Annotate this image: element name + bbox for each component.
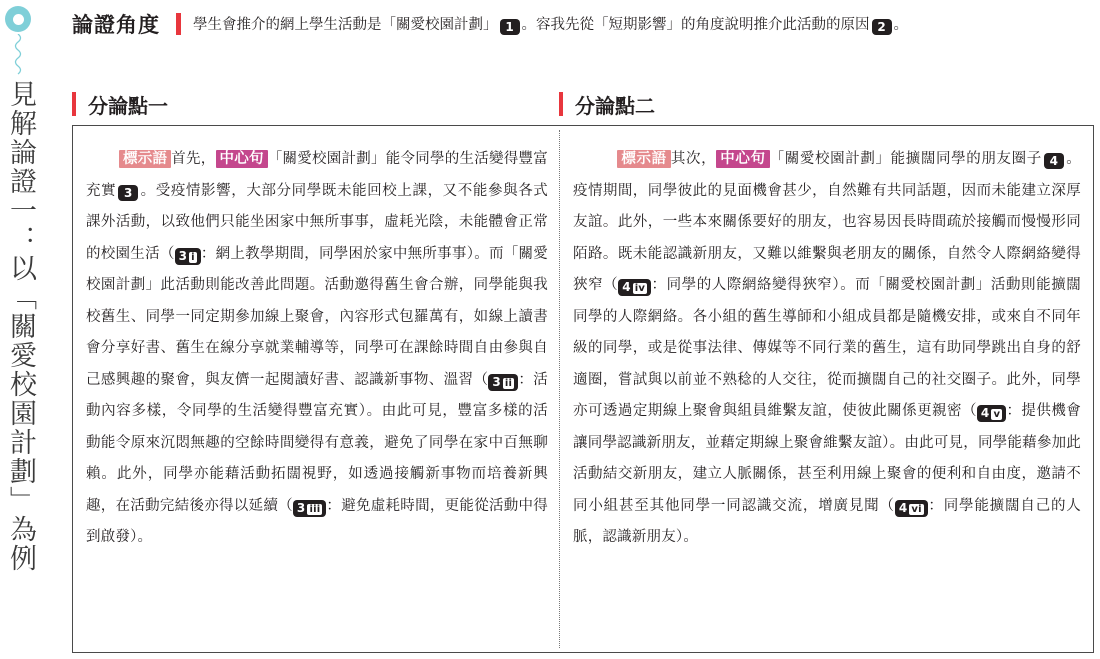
- squiggle-line-icon: [11, 34, 25, 78]
- reference-badge: 4 vi: [895, 500, 928, 517]
- number-badge: 3: [118, 185, 138, 201]
- vertical-section-title: 見解論證一：以「關愛校園計劃」為例: [5, 80, 36, 573]
- reference-badge: 4 iv: [618, 279, 651, 296]
- header-accent-bar: [176, 13, 181, 35]
- reference-badge: 3 iii: [293, 500, 326, 517]
- sidebar: [0, 0, 40, 659]
- column-divider: [559, 130, 560, 648]
- number-badge: 4: [1044, 153, 1064, 169]
- right-argument-text: 標示語 其次， 中心句 「關愛校園計劃」能擴闊同學的朋友圈子 4 。疫情期間，同學彼此的見面機會甚少，自然難有共同話題，因而未能建立深厚友誼。此外，一些本來關係要好的朋友，也容易因長時間疏於接觸而慢慢形同陌路。既未能認識新朋友，又難以維繫與老朋友的關係，自然令人際網絡變得狹窄（ 4 iv ：同學的人際網絡變得狹窄）。而「關愛校園計劃」活動則能擴闊同學的人際網絡。各小組的舊生導師和小組成員都是隨機安排，或來自不同年級的同學，或是從事法律、傳媒等不同行業的舊生，這有助同學跳出自身的舒適圈，嘗試與以前並不熟稔的人交往，從而擴闊自己的社交圈子。此外，同學亦可透過定期線上聚會與組員維繫友誼，使彼此關係更親密（ 4 v ：提供機會讓同學認識新朋友，並藉定期線上聚會維繫友誼）。由此可見，同學能藉參加此活動結交新朋友，建立人脈關係，甚至利用線上聚會的便利和自由度，邀請不同小組甚至其他同學一同認識交流，增廣見聞（ 4 vi ：同學能擴闊自己的人脈，認識新朋友）。: [573, 151, 1082, 545]
- topic-sentence-tag: 中心句: [216, 150, 268, 168]
- heading-accent-bar: [559, 92, 563, 116]
- number-badge: 1: [500, 19, 520, 35]
- marker-tag: 標示語: [617, 150, 671, 168]
- reference-badge: 4 v: [977, 405, 1006, 422]
- marker-tag: 標示語: [119, 150, 171, 168]
- header-title: 論證角度: [72, 12, 160, 37]
- reference-badge: 3 ii: [488, 374, 518, 391]
- heading-accent-bar: [72, 92, 76, 116]
- right-column-heading: 分論點二: [559, 92, 655, 116]
- circle-bullet-icon: [5, 6, 31, 32]
- number-badge: 2: [872, 19, 892, 35]
- topic-sentence-tag: 中心句: [716, 150, 769, 168]
- left-column-heading: 分論點一: [72, 92, 168, 116]
- reference-badge: 3 i: [175, 248, 201, 265]
- left-argument-text: 標示語 首先， 中心句 「關愛校園計劃」能令同學的生活變得豐富充實 3 。受疫情影響，大部分同學既未能回校上課，又不能參與各式課外活動，以致他們只能坐困家中無所事事，虛耗光陰，未能體會正常的校園生活（ 3 i ：網上教學期間，同學困於家中無所事事）。而「關愛校園計劃」此活動則能改善此問題。活動邀得舊生會合辦，同學能與我校舊生、同學一同定期參加線上聚會，內容形式包羅萬有，如線上讀書會分享好書、舊生在線分享就業輔導等，同學可在課餘時間自由參與自己感興趣的聚會，與友儕一起閱讀好書、認識新事物、溫習（ 3 ii ：活動內容多樣，令同學的生活變得豐富充實）。由此可見，豐富多樣的活動能令原來沉悶無趣的空餘時間變得有意義，避免了同學在家中百無聊賴。此外，同學亦能藉活動拓闊視野，如透過接觸新事物而培養新興趣，在活動完結後亦得以延續（ 3 iii ：避免虛耗時間，更能從活動中得到啟發）。: [86, 151, 548, 545]
- header-statement: 學生會推介的網上學生活動是「關愛校園計劃」 1 。容我先從「短期影響」的角度說明推介此活動的原因 2 。: [193, 17, 908, 34]
- header: [72, 8, 908, 40]
